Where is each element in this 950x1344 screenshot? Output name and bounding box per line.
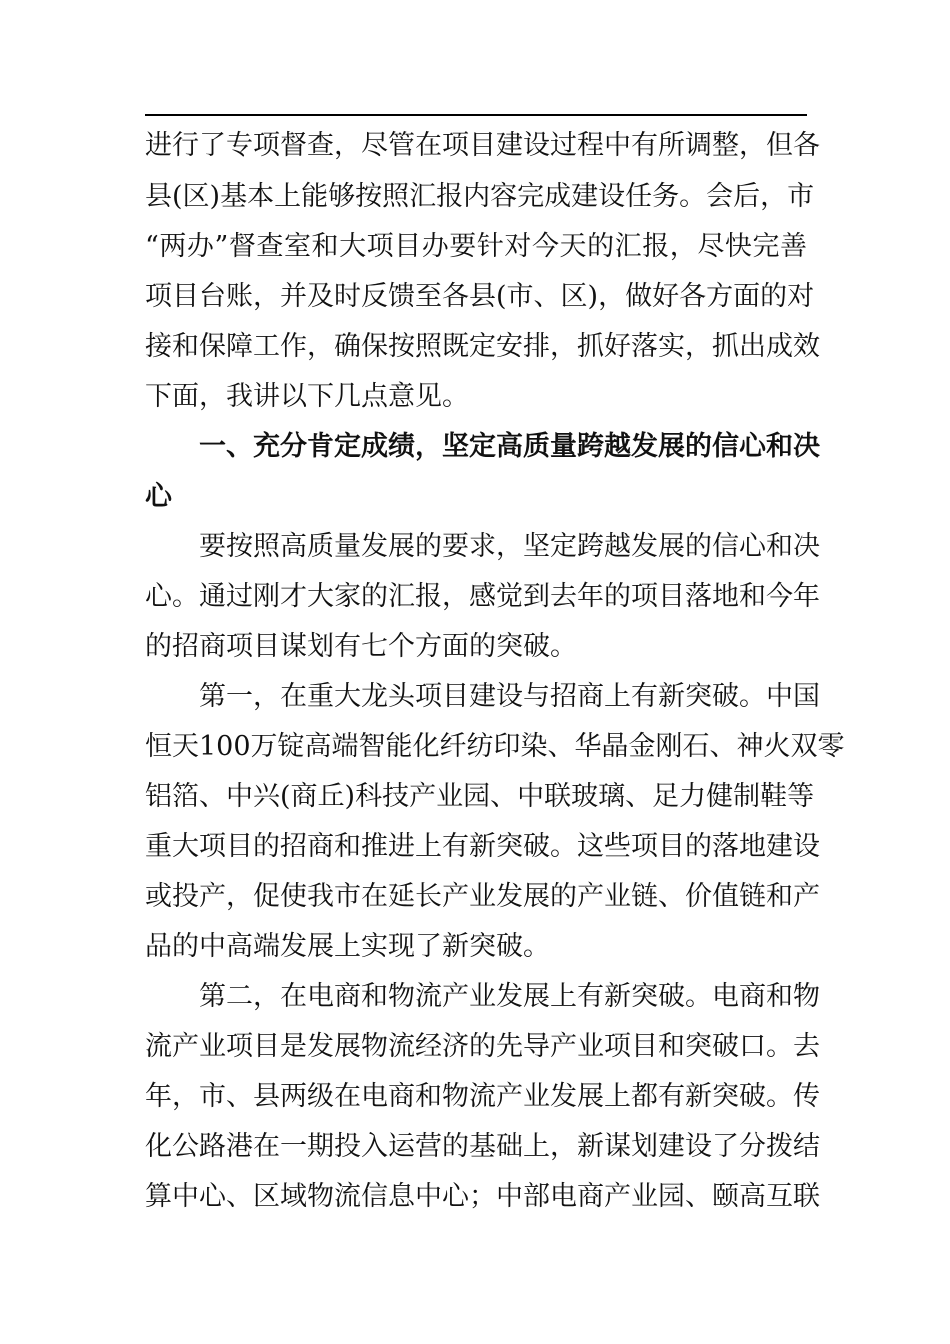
section-heading-continued: 心: [145, 481, 172, 512]
body-line: 年，市、县两级在电商和物流产业发展上都有新突破。传: [145, 1081, 820, 1112]
body-line: 第一，在重大龙头项目建设与招商上有新突破。中国: [199, 681, 820, 712]
body-line: 品的中高端发展上实现了新突破。: [145, 931, 550, 962]
section-heading: 一、充分肯定成绩，坚定高质量跨越发展的信心和决: [199, 431, 820, 462]
body-line: 要按照高质量发展的要求，坚定跨越发展的信心和决: [199, 531, 820, 562]
body-line: 流产业项目是发展物流经济的先导产业项目和突破口。去: [145, 1031, 820, 1062]
body-line: 的招商项目谋划有七个方面的突破。: [145, 631, 577, 662]
header-rule: [145, 114, 807, 116]
body-line: 县(区)基本上能够按照汇报内容完成建设任务。会后，市: [145, 181, 815, 212]
body-line: 恒天100万锭高端智能化纤纺印染、华晶金刚石、神火双零: [145, 731, 845, 762]
body-line: 化公路港在一期投入运营的基础上，新谋划建设了分拨结: [145, 1131, 820, 1162]
body-line: 进行了专项督查，尽管在项目建设过程中有所调整，但各: [145, 130, 820, 161]
body-line: 项目台账，并及时反馈至各县(市、区)，做好各方面的对: [145, 281, 815, 312]
body-line: 接和保障工作，确保按照既定安排，抓好落实，抓出成效: [145, 331, 820, 362]
body-line: 重大项目的招商和推进上有新突破。这些项目的落地建设: [145, 831, 820, 862]
body-line: 第二，在电商和物流产业发展上有新突破。电商和物: [199, 981, 820, 1012]
body-line: 下面，我讲以下几点意见。: [145, 381, 469, 412]
body-line: “两办”督查室和大项目办要针对今天的汇报，尽快完善: [145, 231, 807, 262]
body-line: 铝箔、中兴(商丘)科技产业园、中联玻璃、足力健制鞋等: [145, 781, 815, 812]
body-line: 心。通过刚才大家的汇报，感觉到去年的项目落地和今年: [145, 581, 820, 612]
body-line: 或投产，促使我市在延长产业发展的产业链、价值链和产: [145, 881, 820, 912]
body-line: 算中心、区域物流信息中心；中部电商产业园、颐高互联: [145, 1181, 820, 1212]
